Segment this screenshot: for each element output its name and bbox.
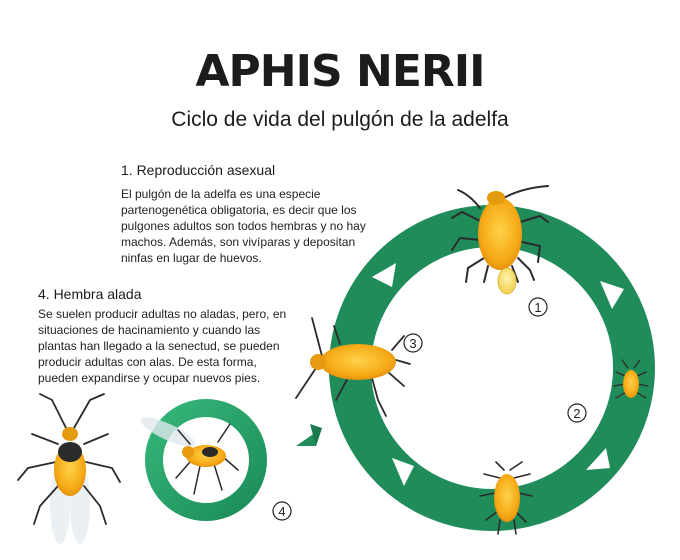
stage-4-description: Se suelen producir adultas no aladas, pero, en situaciones de hacinamiento y cuando las plantas han llegado a la senectud, se pueden producir adultas con alas. De esta forma, pueden expandirse y ocupar nuevos pies.	[38, 307, 287, 385]
winged-aphid-icon	[18, 394, 120, 544]
stage-marker-3	[404, 334, 422, 352]
stage-1-heading: 1. Reproducción asexual	[121, 162, 276, 178]
svg-text:1: 1	[534, 300, 542, 315]
stage-marker-1	[529, 298, 547, 316]
page-subtitle: Ciclo de vida del pulgón de la adelfa	[171, 108, 509, 131]
stage-marker-4	[273, 502, 291, 520]
page-title: APHIS NERII	[195, 46, 485, 97]
adult-aphid-icon	[478, 198, 522, 270]
stage-4-heading: 4. Hembra alada	[38, 286, 142, 302]
svg-text:2: 2	[573, 406, 581, 421]
nymph-aphid-icon	[498, 268, 516, 294]
stage-marker-2	[568, 404, 586, 422]
adult-aphid-head	[487, 191, 505, 205]
svg-text:3: 3	[409, 336, 417, 351]
svg-text:4: 4	[278, 504, 286, 519]
stage-1-description: El pulgón de la adelfa es una especie partenogenética obligatoria, es decir que los pulgones adultos son todos hembras y no hay machos. Además, son vivíparas y depositan ninfas en lugar de huevos.	[121, 187, 366, 265]
